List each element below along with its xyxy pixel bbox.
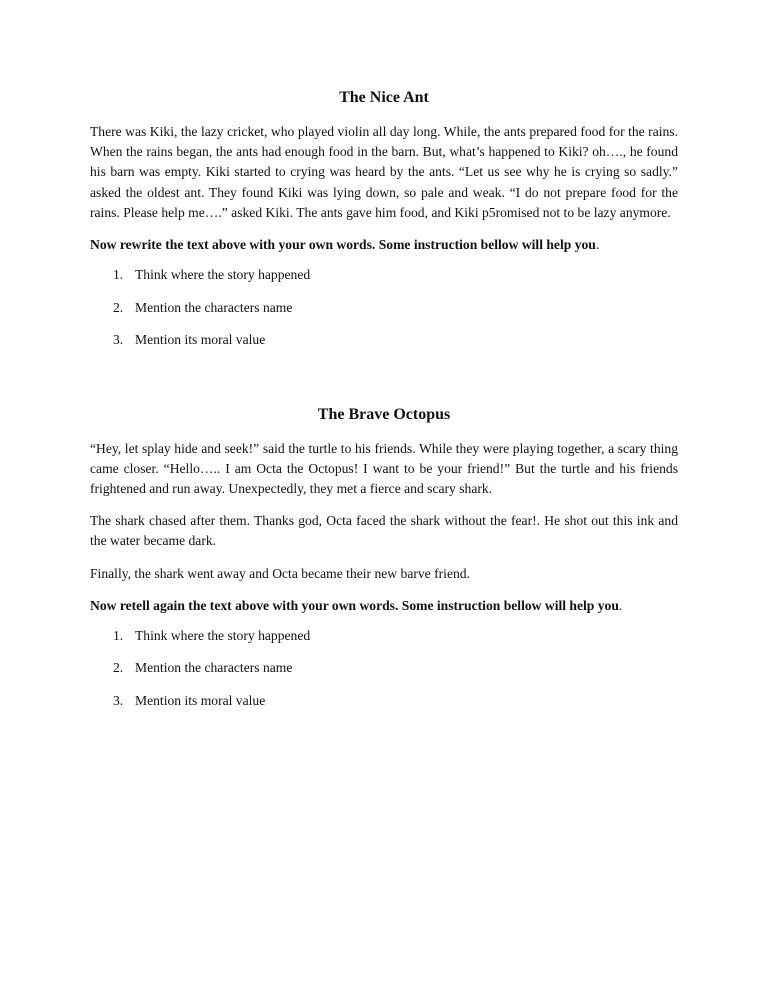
list-item [90, 265, 678, 285]
list-item [90, 658, 678, 678]
list-text: Mention the characters name [135, 299, 293, 315]
story-paragraph: “Hey, let splay hide and seek!” said the turtle to his friends. While they were playing together, a scary thing came closer. “Hello….. I am Octa the Octopus! I want to be your friend!” But the turtle and his friends frightened and run away. Unexpectedly, they met a fierce and scary shark. [90, 440, 678, 496]
list-text: Mention its moral value [135, 692, 266, 708]
instruction-list [90, 626, 678, 711]
list-number: 2. [113, 299, 124, 315]
list-item [90, 330, 678, 350]
list-number: 3. [113, 332, 124, 348]
story-title: The Brave Octopus [317, 405, 451, 423]
story-title: The Nice Ant [339, 89, 429, 106]
document-page [90, 88, 678, 723]
section-spacer [90, 363, 678, 405]
list-text: Mention the characters name [135, 660, 293, 676]
list-item [90, 626, 678, 646]
instruction-period: . [618, 597, 623, 613]
instruction-text [90, 235, 678, 255]
story-paragraph: The shark chased after them. Thanks god, Octa faced the shark without the fear!. He shot out this ink and the water became dark. [90, 513, 678, 549]
instruction-body: Now rewrite the text above with your own words. Some instruction bellow will help you [90, 237, 596, 253]
list-number: 3. [113, 692, 124, 708]
list-text: Think where the story happened [135, 267, 311, 283]
instruction-list [90, 265, 678, 350]
instruction-body: Now retell again the text above with your own words. Some instruction bellow will help you [90, 597, 619, 613]
instruction-text [90, 596, 678, 616]
story-section-nice-ant [90, 88, 678, 350]
list-item [90, 691, 678, 711]
list-number: 1. [113, 267, 124, 283]
story-paragraph: There was Kiki, the lazy cricket, who played violin all day long. While, the ants prepared food for the rains. When the rains began, the ants had enough food in the barn. But, what’s happened to Kiki? oh…., he found his barn was empty. Kiki started to crying was heard by the ants. “Let us see why he is crying so sadly.” asked the oldest ant. They found Kiki was lying down, so pale and weak. “I do not prepare food for the rains. Please help me….” asked Kiki. The ants gave him food, and Kiki p5romised not to be lazy anymore. [90, 124, 678, 220]
list-item [90, 298, 678, 318]
list-number: 2. [113, 660, 124, 676]
story-paragraph: Finally, the shark went away and Octa became their new barve friend. [90, 565, 470, 581]
list-text: Mention its moral value [135, 332, 266, 348]
list-text: Think where the story happened [135, 627, 311, 643]
list-number: 1. [113, 627, 124, 643]
instruction-period: . [595, 237, 600, 253]
story-section-brave-octopus [90, 405, 678, 711]
